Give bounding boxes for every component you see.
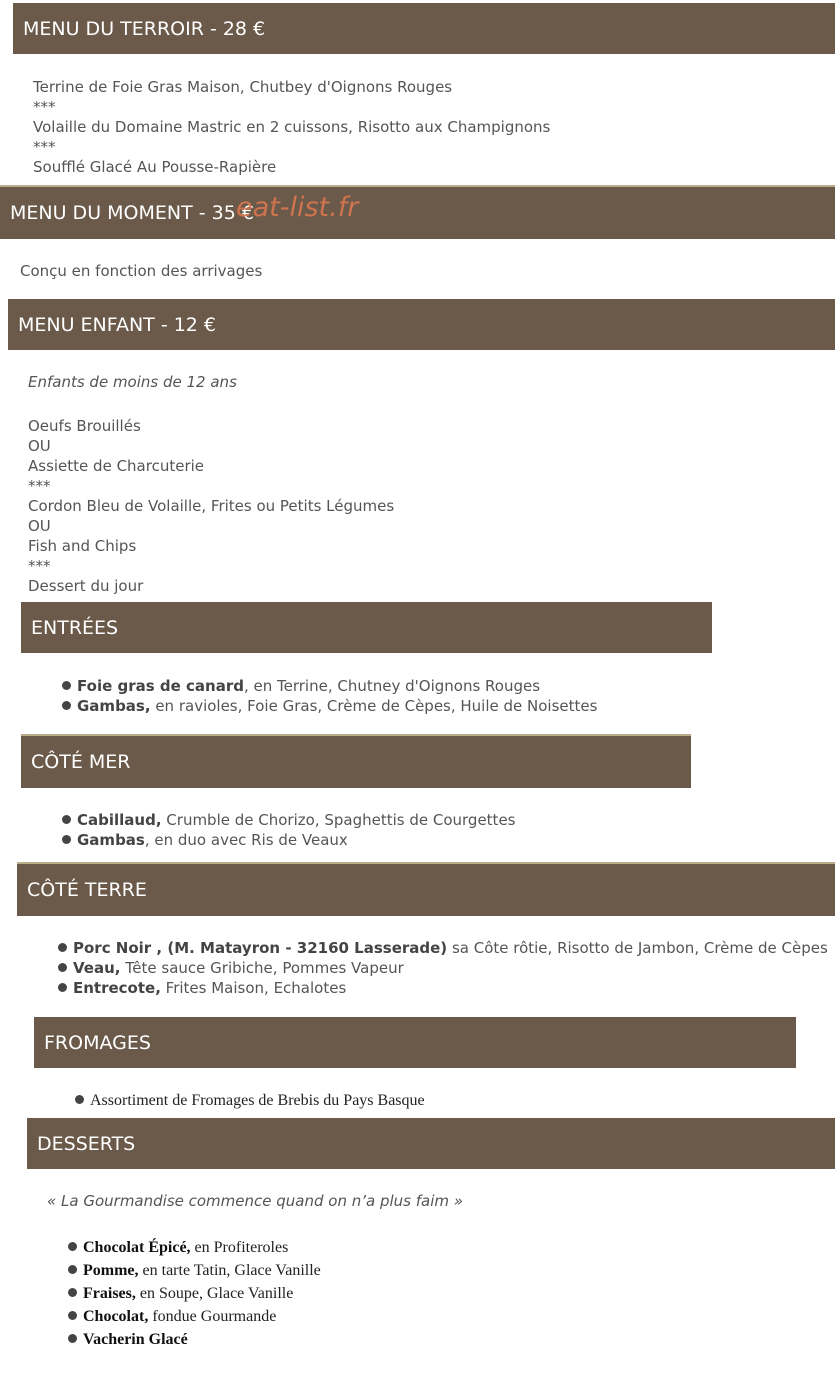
section-header-entrees — [21, 602, 712, 653]
dish-name: Foie gras de canard — [77, 677, 244, 695]
dish-name: Gambas — [77, 831, 145, 849]
dish-list-entrees — [62, 676, 597, 716]
section-header-moment — [0, 185, 835, 239]
list-item — [62, 696, 597, 716]
dish-name: Veau, — [73, 959, 121, 977]
bullet-icon — [75, 1095, 84, 1104]
bullet-icon — [58, 983, 67, 992]
section-title: MENU DU TERROIR - 28 € — [23, 17, 266, 40]
menu-separator: *** — [33, 138, 56, 156]
list-item — [68, 1236, 321, 1259]
dish-name: Vacherin Glacé — [83, 1331, 188, 1348]
section-title: DESSERTS — [37, 1132, 136, 1155]
menu-separator: *** — [28, 557, 51, 575]
menu-line: Cordon Bleu de Volaille, Frites ou Petits Légumes — [28, 497, 395, 515]
section-header-terroir — [13, 3, 835, 54]
section-header-mer — [21, 734, 691, 788]
section-subtitle: Enfants de moins de 12 ans — [28, 373, 237, 391]
menu-line: Assiette de Charcuterie — [28, 457, 205, 475]
bullet-icon — [68, 1288, 77, 1297]
bullet-icon — [58, 943, 67, 952]
list-item — [68, 1305, 321, 1328]
section-title: CÔTÉ TERRE — [27, 879, 147, 901]
dish-list-terre — [58, 938, 828, 998]
dish-desc: Frites Maison, Echalotes — [160, 979, 347, 997]
list-item — [62, 676, 597, 696]
bullet-icon — [58, 963, 67, 972]
dish-desc: en ravioles, Foie Gras, Crème de Cèpes, Huile de Noisettes — [150, 697, 598, 715]
dish-desc: , en Terrine, Chutney d'Oignons Rouges — [243, 677, 541, 695]
watermark-logo: eat-list.fr — [236, 192, 359, 223]
section-title: ENTRÉES — [31, 616, 119, 639]
dish-name: Chocolat Épicé, — [83, 1239, 191, 1256]
bullet-icon — [68, 1242, 77, 1251]
dish-name: Porc Noir , (M. Matayron - 32160 Lasserade) — [73, 939, 448, 957]
list-item — [68, 1282, 321, 1305]
menu-line: Soufflé Glacé Au Pousse-Rapière — [33, 158, 277, 176]
menu-line: Dessert du jour — [28, 577, 144, 595]
bullet-icon — [62, 835, 71, 844]
dish-desc: fondue Gourmande — [148, 1308, 277, 1325]
menu-line: Oeufs Brouillés — [28, 417, 141, 435]
section-title: MENU DU MOMENT - 35 € — [10, 202, 254, 224]
dish-desc: sa Côte rôtie, Risotto de Jambon, Crème de Cèpes — [447, 939, 828, 957]
menu-separator: *** — [33, 98, 56, 116]
menu-separator: *** — [28, 477, 51, 495]
bullet-icon — [62, 701, 71, 710]
bullet-icon — [68, 1265, 77, 1274]
section-header-desserts — [27, 1118, 835, 1169]
bullet-icon — [68, 1311, 77, 1320]
section-title: MENU ENFANT - 12 € — [18, 313, 217, 336]
section-header-enfant — [8, 299, 835, 350]
dish-desc: en Profiteroles — [190, 1239, 289, 1256]
section-title: CÔTÉ MER — [31, 751, 131, 773]
section-header-terre — [17, 862, 835, 916]
dish-name: Gambas, — [77, 697, 151, 715]
menu-line: Fish and Chips — [28, 537, 137, 555]
menu-line: Volaille du Domaine Mastric en 2 cuissons, Risotto aux Champignons — [33, 118, 551, 136]
dish-desc: Assortiment de Fromages de Brebis du Pays Basque — [90, 1092, 425, 1109]
dish-desc: Crumble de Chorizo, Spaghettis de Courgettes — [161, 811, 516, 829]
section-quote: « La Gourmandise commence quand on n’a plus faim » — [47, 1192, 464, 1210]
dish-list-mer — [62, 810, 515, 850]
dish-name: Fraises, — [83, 1285, 136, 1302]
menu-line: Terrine de Foie Gras Maison, Chutbey d'Oignons Rouges — [33, 78, 453, 96]
menu-line: OU — [28, 517, 51, 535]
dish-list-desserts — [68, 1236, 321, 1351]
bullet-icon — [62, 681, 71, 690]
list-item — [58, 958, 828, 978]
list-item — [75, 1091, 425, 1111]
list-item — [68, 1259, 321, 1282]
menu-line: OU — [28, 437, 51, 455]
section-header-fromages — [34, 1017, 796, 1068]
menu-line: Conçu en fonction des arrivages — [20, 262, 263, 280]
dish-desc: Tête sauce Gribiche, Pommes Vapeur — [120, 959, 404, 977]
section-title: FROMAGES — [44, 1031, 151, 1054]
dish-name: Pomme, — [83, 1262, 139, 1279]
list-item — [62, 810, 515, 830]
list-item — [62, 830, 515, 850]
dish-desc: , en duo avec Ris de Veaux — [144, 831, 348, 849]
dish-desc: en tarte Tatin, Glace Vanille — [138, 1262, 321, 1279]
bullet-icon — [68, 1334, 77, 1343]
dish-name: Chocolat, — [83, 1308, 149, 1325]
bullet-icon — [62, 815, 71, 824]
dish-desc: en Soupe, Glace Vanille — [135, 1285, 294, 1302]
list-item — [58, 938, 828, 958]
list-item — [58, 978, 828, 998]
dish-name: Entrecote, — [73, 979, 161, 997]
dish-name: Cabillaud, — [77, 811, 162, 829]
dish-list-fromages — [75, 1091, 425, 1111]
list-item — [68, 1328, 321, 1351]
